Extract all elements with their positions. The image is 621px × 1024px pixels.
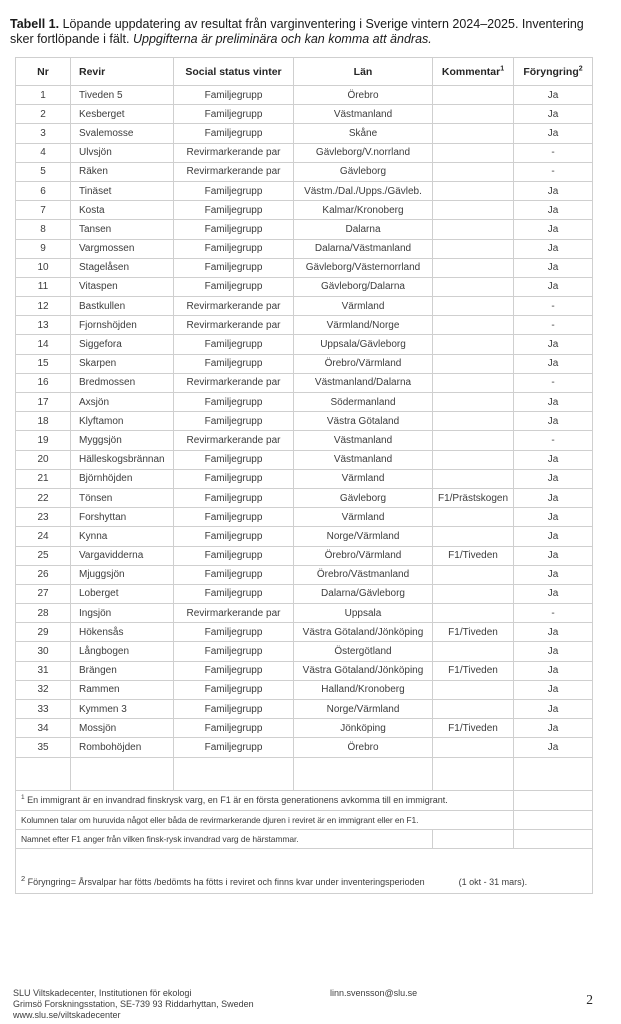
cell-foryngring: Ja [514, 546, 593, 565]
cell-kommentar [433, 412, 514, 431]
header-nr: Nr [16, 58, 71, 86]
cell-lan: Örebro/Värmland [294, 546, 433, 565]
cell-revir: Kosta [71, 201, 174, 220]
caption-label: Tabell 1. [10, 16, 60, 31]
cell-nr: 9 [16, 239, 71, 258]
cell-social-status: Familjegrupp [174, 393, 294, 412]
cell-nr: 26 [16, 565, 71, 584]
cell-revir: Kesberget [71, 105, 174, 124]
header-social-status: Social status vinter [174, 58, 294, 86]
footnote-2-text: $^2$ Föryngring= Årsvalpar har fötts /bedömts ha fötts i reviret och finns kvar under inventeringsperioden (1 okt - 31 mars). [16, 848, 593, 893]
cell-lan: Västmanland [294, 105, 433, 124]
cell-foryngring: Ja [514, 105, 593, 124]
table-body [16, 86, 593, 758]
cell-revir: Tönsen [71, 488, 174, 507]
table-row [16, 642, 593, 661]
table-row [16, 105, 593, 124]
cell-social-status: Familjegrupp [174, 488, 294, 507]
cell-lan: Västra Götaland/Jönköping [294, 661, 433, 680]
cell-revir: Axsjön [71, 393, 174, 412]
cell-kommentar [433, 316, 514, 335]
cell-kommentar: F1/Prästskogen [433, 488, 514, 507]
cell-lan: Uppsala [294, 604, 433, 623]
cell-revir: Vargavidderna [71, 546, 174, 565]
cell-foryngring: - [514, 373, 593, 392]
cell-nr: 10 [16, 258, 71, 277]
cell-lan: Örebro [294, 86, 433, 105]
cell-social-status: Familjegrupp [174, 738, 294, 757]
cell-foryngring: Ja [514, 623, 593, 642]
cell-foryngring: Ja [514, 508, 593, 527]
footnote-1-row-3 [16, 829, 593, 848]
cell-lan: Dalarna/Västmanland [294, 239, 433, 258]
cell-revir: Mjuggsjön [71, 565, 174, 584]
table-row [16, 527, 593, 546]
table-row [16, 373, 593, 392]
cell-revir: Klyftamon [71, 412, 174, 431]
cell-revir: Stagelåsen [71, 258, 174, 277]
cell-lan: Gävleborg/Dalarna [294, 277, 433, 296]
cell-revir: Fjornshöjden [71, 316, 174, 335]
cell-lan: Örebro/Värmland [294, 354, 433, 373]
cell-nr: 22 [16, 488, 71, 507]
cell-revir: Hökensås [71, 623, 174, 642]
cell-foryngring: Ja [514, 201, 593, 220]
cell-kommentar: F1/Tiveden [433, 546, 514, 565]
table-row [16, 623, 593, 642]
cell-kommentar [433, 335, 514, 354]
cell-foryngring: Ja [514, 277, 593, 296]
cell-foryngring: Ja [514, 124, 593, 143]
cell-kommentar [433, 354, 514, 373]
table-row [16, 546, 593, 565]
cell-foryngring: Ja [514, 719, 593, 738]
footnote-1-text-3: Namnet efter F1 anger från vilken finsk-rysk invandrad varg de härstammar. [16, 829, 433, 848]
cell-social-status: Revirmarkerande par [174, 143, 294, 162]
cell-foryngring: Ja [514, 469, 593, 488]
cell-foryngring: Ja [514, 488, 593, 507]
table-row [16, 297, 593, 316]
caption-note-italic: Uppgifterna är preliminära och kan komma att ändras. [132, 32, 432, 46]
cell-lan: Norge/Värmland [294, 700, 433, 719]
cell-nr: 19 [16, 431, 71, 450]
cell-kommentar [433, 431, 514, 450]
cell-revir: Långbogen [71, 642, 174, 661]
cell-revir: Myggsjön [71, 431, 174, 450]
cell-nr: 16 [16, 373, 71, 392]
cell-kommentar [433, 565, 514, 584]
cell-nr: 5 [16, 162, 71, 181]
cell-revir: Rammen [71, 680, 174, 699]
cell-nr: 4 [16, 143, 71, 162]
cell-social-status: Familjegrupp [174, 508, 294, 527]
cell-lan: Västra Götaland [294, 412, 433, 431]
table-header [16, 58, 593, 86]
cell-lan: Dalarna/Gävleborg [294, 584, 433, 603]
cell-revir: Svalemosse [71, 124, 174, 143]
cell-revir: Forshyttan [71, 508, 174, 527]
cell-revir: Björnhöjden [71, 469, 174, 488]
table-row [16, 412, 593, 431]
cell-social-status: Familjegrupp [174, 680, 294, 699]
table-row [16, 719, 593, 738]
cell-nr: 18 [16, 412, 71, 431]
cell-foryngring: Ja [514, 700, 593, 719]
cell-foryngring: Ja [514, 258, 593, 277]
cell-nr: 7 [16, 201, 71, 220]
cell-nr: 11 [16, 277, 71, 296]
cell-nr: 13 [16, 316, 71, 335]
cell-foryngring: Ja [514, 239, 593, 258]
cell-nr: 35 [16, 738, 71, 757]
footer-address [13, 988, 254, 1021]
cell-social-status: Familjegrupp [174, 354, 294, 373]
cell-foryngring: - [514, 431, 593, 450]
cell-nr: 6 [16, 181, 71, 200]
table-row [16, 661, 593, 680]
cell-kommentar [433, 181, 514, 200]
table-row [16, 277, 593, 296]
cell-social-status: Familjegrupp [174, 124, 294, 143]
cell-revir: Kynna [71, 527, 174, 546]
cell-revir: Kymmen 3 [71, 700, 174, 719]
cell-social-status: Familjegrupp [174, 584, 294, 603]
cell-nr: 20 [16, 450, 71, 469]
cell-social-status: Familjegrupp [174, 201, 294, 220]
page-number: 2 [586, 992, 593, 1007]
cell-nr: 34 [16, 719, 71, 738]
cell-foryngring: Ja [514, 661, 593, 680]
cell-kommentar [433, 738, 514, 757]
cell-lan: Värmland [294, 508, 433, 527]
header-revir: Revir [71, 58, 174, 86]
cell-revir: Bastkullen [71, 297, 174, 316]
cell-revir: Loberget [71, 584, 174, 603]
cell-social-status: Familjegrupp [174, 719, 294, 738]
cell-social-status: Familjegrupp [174, 258, 294, 277]
table-row [16, 393, 593, 412]
table-row [16, 354, 593, 373]
header-foryngring: Föryngring$^2$ [514, 58, 593, 86]
cell-lan: Västmanland/Dalarna [294, 373, 433, 392]
cell-lan: Södermanland [294, 393, 433, 412]
footnote-1-row-2 [16, 810, 593, 829]
cell-foryngring: Ja [514, 393, 593, 412]
cell-nr: 29 [16, 623, 71, 642]
cell-kommentar [433, 642, 514, 661]
table-row [16, 220, 593, 239]
cell-lan: Värmland [294, 297, 433, 316]
table-row [16, 124, 593, 143]
cell-social-status: Familjegrupp [174, 546, 294, 565]
cell-social-status: Familjegrupp [174, 86, 294, 105]
cell-nr: 3 [16, 124, 71, 143]
cell-nr: 30 [16, 642, 71, 661]
cell-kommentar [433, 258, 514, 277]
cell-foryngring: - [514, 143, 593, 162]
cell-social-status: Familjegrupp [174, 469, 294, 488]
cell-social-status: Familjegrupp [174, 220, 294, 239]
cell-lan: Gävleborg [294, 488, 433, 507]
table-row [16, 162, 593, 181]
footnote2-marker: 2 [578, 65, 583, 72]
cell-lan: Gävleborg [294, 162, 433, 181]
cell-social-status: Revirmarkerande par [174, 373, 294, 392]
cell-social-status: Revirmarkerande par [174, 431, 294, 450]
footnote1-marker: 1 [500, 65, 505, 72]
cell-kommentar [433, 527, 514, 546]
cell-kommentar [433, 162, 514, 181]
footnote-1-row [16, 790, 593, 810]
cell-foryngring: Ja [514, 565, 593, 584]
cell-kommentar [433, 297, 514, 316]
table-row [16, 431, 593, 450]
cell-foryngring: Ja [514, 642, 593, 661]
cell-nr: 17 [16, 393, 71, 412]
table-row [16, 508, 593, 527]
cell-lan: Västmanland [294, 431, 433, 450]
wolf-inventory-table [15, 57, 593, 894]
cell-social-status: Familjegrupp [174, 412, 294, 431]
cell-kommentar [433, 143, 514, 162]
footnote-2-period: (1 okt - 31 mars). [458, 876, 528, 887]
cell-kommentar [433, 393, 514, 412]
cell-foryngring: - [514, 297, 593, 316]
cell-kommentar [433, 450, 514, 469]
cell-lan: Östergötland [294, 642, 433, 661]
cell-kommentar [433, 469, 514, 488]
cell-kommentar [433, 277, 514, 296]
cell-lan: Värmland/Norge [294, 316, 433, 335]
cell-revir: Tinäset [71, 181, 174, 200]
footer-org-line1: SLU Viltskadecenter, Institutionen för ekologi [13, 988, 192, 998]
footer-email: linn.svensson@slu.se [330, 988, 418, 998]
table-row [16, 316, 593, 335]
cell-revir: Mossjön [71, 719, 174, 738]
cell-lan: Halland/Kronoberg [294, 680, 433, 699]
cell-foryngring: - [514, 604, 593, 623]
cell-foryngring: - [514, 316, 593, 335]
table-row [16, 86, 593, 105]
footnote-1-text: $^1$ En immigrant är en invandrad finskrysk varg, en F1 är en första generationens avkomma till en immigrant. [16, 790, 514, 810]
cell-social-status: Revirmarkerande par [174, 162, 294, 181]
cell-lan: Norge/Värmland [294, 527, 433, 546]
table-row [16, 201, 593, 220]
cell-foryngring: Ja [514, 584, 593, 603]
cell-kommentar: F1/Tiveden [433, 623, 514, 642]
cell-nr: 21 [16, 469, 71, 488]
caption-text: Löpande uppdatering av resultat från varginventering i Sverige vintern 2024–2025. Inventering sker fortlöpande i fält. [10, 16, 584, 46]
cell-foryngring: Ja [514, 680, 593, 699]
cell-social-status: Familjegrupp [174, 450, 294, 469]
cell-kommentar [433, 604, 514, 623]
cell-lan: Gävleborg/V.norrland [294, 143, 433, 162]
cell-social-status: Familjegrupp [174, 661, 294, 680]
cell-lan: Örebro [294, 738, 433, 757]
cell-kommentar [433, 700, 514, 719]
table-row [16, 738, 593, 757]
cell-nr: 8 [16, 220, 71, 239]
footer-org-line2: Grimsö Forskningsstation, SE-739 93 Riddarhyttan, Sweden [13, 999, 254, 1009]
cell-kommentar [433, 584, 514, 603]
cell-social-status: Revirmarkerande par [174, 604, 294, 623]
cell-nr: 27 [16, 584, 71, 603]
cell-lan: Gävleborg/Västernorrland [294, 258, 433, 277]
cell-lan: Västmanland [294, 450, 433, 469]
cell-foryngring: Ja [514, 335, 593, 354]
cell-revir: Tansen [71, 220, 174, 239]
cell-foryngring: Ja [514, 86, 593, 105]
cell-lan: Västm./Dal./Upps./Gävleb. [294, 181, 433, 200]
cell-foryngring: Ja [514, 450, 593, 469]
table-row [16, 450, 593, 469]
cell-lan: Värmland [294, 469, 433, 488]
cell-social-status: Revirmarkerande par [174, 297, 294, 316]
cell-social-status: Familjegrupp [174, 565, 294, 584]
table-row [16, 469, 593, 488]
cell-lan: Kalmar/Kronoberg [294, 201, 433, 220]
empty-row [16, 757, 593, 790]
table-row [16, 584, 593, 603]
cell-lan: Uppsala/Gävleborg [294, 335, 433, 354]
cell-foryngring: Ja [514, 354, 593, 373]
table-row [16, 258, 593, 277]
table-row [16, 181, 593, 200]
cell-revir: Räken [71, 162, 174, 181]
cell-social-status: Familjegrupp [174, 105, 294, 124]
cell-social-status: Familjegrupp [174, 700, 294, 719]
table-row [16, 488, 593, 507]
cell-nr: 24 [16, 527, 71, 546]
cell-foryngring: Ja [514, 220, 593, 239]
cell-social-status: Revirmarkerande par [174, 316, 294, 335]
header-row [16, 58, 593, 86]
cell-foryngring: Ja [514, 738, 593, 757]
table-row [16, 565, 593, 584]
header-kommentar: Kommentar$^1$ [433, 58, 514, 86]
cell-nr: 33 [16, 700, 71, 719]
cell-lan: Örebro/Västmanland [294, 565, 433, 584]
cell-social-status: Familjegrupp [174, 277, 294, 296]
cell-foryngring: Ja [514, 412, 593, 431]
table-row [16, 680, 593, 699]
cell-lan: Dalarna [294, 220, 433, 239]
table-footnotes [16, 757, 593, 893]
cell-revir: Rombohöjden [71, 738, 174, 757]
cell-nr: 2 [16, 105, 71, 124]
cell-nr: 32 [16, 680, 71, 699]
table-row [16, 604, 593, 623]
table-row [16, 143, 593, 162]
cell-revir: Hälleskogsbrännan [71, 450, 174, 469]
cell-kommentar [433, 105, 514, 124]
cell-nr: 15 [16, 354, 71, 373]
cell-kommentar [433, 201, 514, 220]
cell-kommentar [433, 373, 514, 392]
cell-nr: 25 [16, 546, 71, 565]
table-caption [10, 17, 609, 48]
footnote-2-row [16, 848, 593, 893]
cell-revir: Ulvsjön [71, 143, 174, 162]
cell-nr: 23 [16, 508, 71, 527]
cell-revir: Skarpen [71, 354, 174, 373]
cell-revir: Tiveden 5 [71, 86, 174, 105]
cell-revir: Bredmossen [71, 373, 174, 392]
cell-social-status: Familjegrupp [174, 181, 294, 200]
cell-nr: 31 [16, 661, 71, 680]
cell-foryngring: - [514, 162, 593, 181]
cell-revir: Brängen [71, 661, 174, 680]
cell-revir: Vargmossen [71, 239, 174, 258]
cell-kommentar: F1/Tiveden [433, 661, 514, 680]
cell-kommentar [433, 239, 514, 258]
cell-nr: 28 [16, 604, 71, 623]
cell-revir: Siggefora [71, 335, 174, 354]
cell-revir: Ingsjön [71, 604, 174, 623]
cell-nr: 1 [16, 86, 71, 105]
cell-lan: Skåne [294, 124, 433, 143]
cell-social-status: Familjegrupp [174, 527, 294, 546]
header-lan: Län [294, 58, 433, 86]
cell-nr: 12 [16, 297, 71, 316]
footnote-1-text-2: Kolumnen talar om huruvida något eller båda de revirmarkerande djuren i reviret är en immigrant eller en F1. [16, 810, 514, 829]
cell-social-status: Familjegrupp [174, 642, 294, 661]
cell-nr: 14 [16, 335, 71, 354]
cell-social-status: Familjegrupp [174, 239, 294, 258]
cell-foryngring: Ja [514, 181, 593, 200]
cell-foryngring: Ja [514, 527, 593, 546]
table-row [16, 239, 593, 258]
footer-org-line3: www.slu.se/viltskadecenter [13, 1010, 121, 1020]
table-row [16, 335, 593, 354]
cell-kommentar: F1/Tiveden [433, 719, 514, 738]
cell-social-status: Familjegrupp [174, 335, 294, 354]
cell-revir: Vitaspen [71, 277, 174, 296]
cell-kommentar [433, 124, 514, 143]
cell-lan: Västra Götaland/Jönköping [294, 623, 433, 642]
cell-kommentar [433, 508, 514, 527]
cell-social-status: Familjegrupp [174, 623, 294, 642]
cell-kommentar [433, 680, 514, 699]
cell-kommentar [433, 220, 514, 239]
cell-kommentar [433, 86, 514, 105]
cell-lan: Jönköping [294, 719, 433, 738]
table-row [16, 700, 593, 719]
